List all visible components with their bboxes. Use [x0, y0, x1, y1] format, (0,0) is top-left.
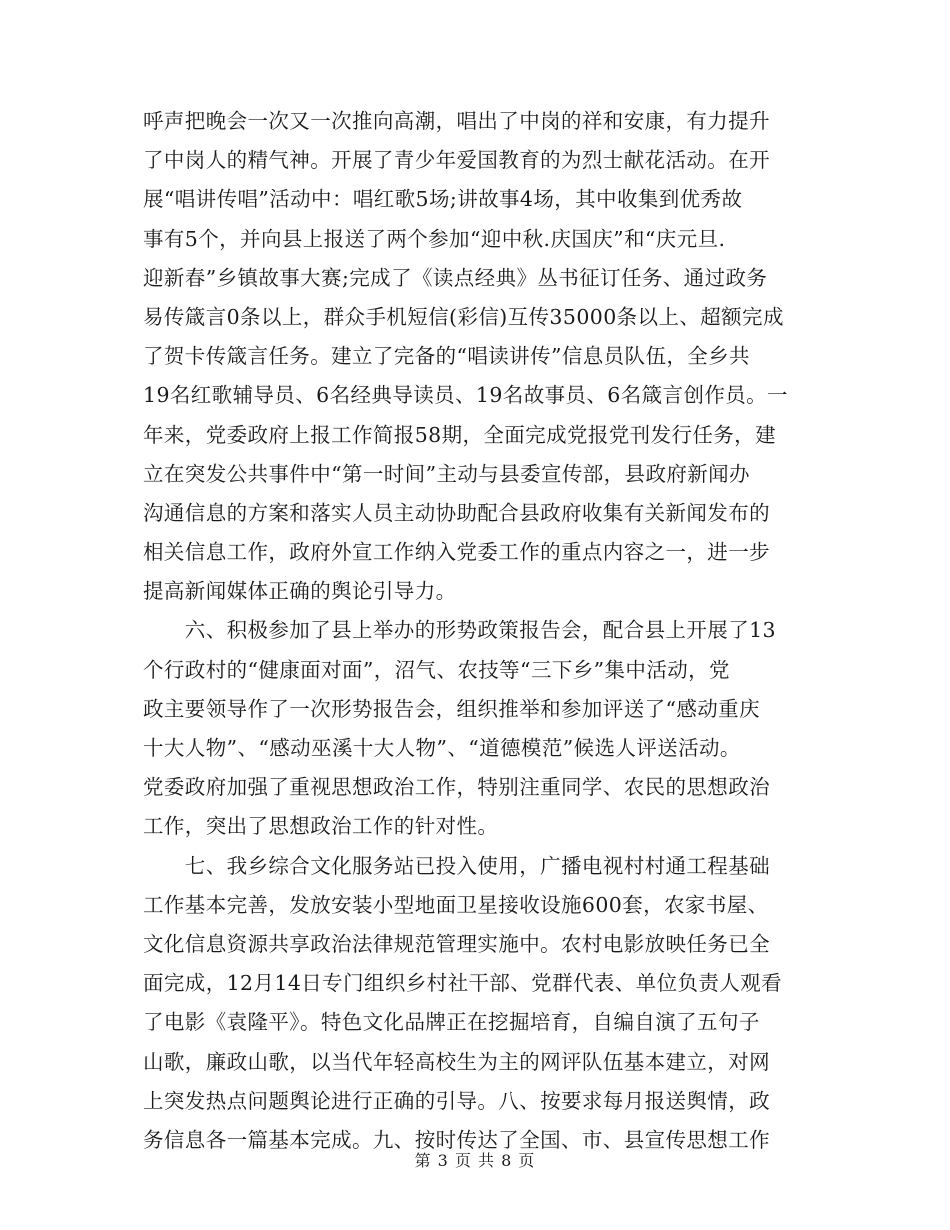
text-line: 易传箴言0条以上，群众手机短信(彩信)互传35000条以上、超额完成 — [143, 304, 784, 329]
text-line: 文化信息资源共享政治法律规范管理实施中。农村电影放映任务已全 — [143, 931, 770, 956]
text-line: 六、积极参加了县上举办的形势政策报告会，配合县上开展了13 — [143, 618, 776, 643]
text-line: 相关信息工作，政府外宣工作纳入党委工作的重点内容之一，进一步 — [143, 540, 770, 565]
text-line: 展“唱讲传唱”活动中：唱红歌5场;讲故事4场，其中收集到优秀故 — [143, 187, 743, 212]
text-line: 党委政府加强了重视思想政治工作，特别注重同学、农民的思想政治 — [143, 775, 770, 800]
text-line: 迎新春”乡镇故事大赛;完成了《读点经典》丛书征订任务、通过政务 — [143, 265, 768, 290]
text-line: 山歌，廉政山歌，以当代年轻高校生为主的网评队伍基本建立，对网 — [143, 1049, 770, 1074]
text-line: 沟通信息的方案和落实人员主动协助配合县政府收集有关新闻发布的 — [143, 500, 770, 525]
page-footer: 第 3 页 共 8 页 — [414, 1151, 536, 1170]
text-line: 呼声把晚会一次又一次推向高潮，唱出了中岗的祥和安康，有力提升 — [143, 109, 770, 133]
text-line: 了中岗人的精气神。开展了青少年爱国教育的为烈士献花活动。在开 — [143, 148, 770, 173]
text-line: 务信息各一篇基本完成。九、按时传达了全国、市、县宣传思想工作 — [143, 1127, 770, 1152]
text-line: 年来，党委政府上报工作简报58期，全面完成党报党刊发行任务，建 — [143, 422, 776, 447]
text-line: 十大人物”、“感动巫溪十大人物”、“道德模范”候选人评送活动。 — [143, 736, 741, 760]
text-line: 立在突发公共事件中“第一时间”主动与县委宣传部，县政府新闻办 — [143, 461, 750, 486]
text-line: 政主要领导作了一次形势报告会，组织推举和参加评送了“感动重庆 — [143, 696, 760, 721]
text-line: 七、我乡综合文化服务站已投入使用，广播电视村村通工程基础 — [143, 853, 770, 878]
text-line: 工作基本完善，发放安装小型地面卫星接收设施600套，农家书屋、 — [143, 892, 769, 917]
text-line: 面完成，12月14日专门组织乡村社干部、党群代表、单位负责人观看 — [143, 971, 782, 996]
text-line: 19名红歌辅导员、6名经典导读员、19名故事员、6名箴言创作员。一 — [143, 383, 788, 408]
text-line: 了贺卡传箴言任务。建立了完备的“唱读讲传”信息员队伍，全乡共 — [143, 344, 750, 369]
text-line: 事有5个，并向县上报送了两个参加“迎中秋.庆国庆”和“庆元旦. — [143, 226, 726, 251]
text-line: 提高新闻媒体正确的舆论引导力。 — [143, 579, 457, 604]
text-line: 个行政村的“健康面对面”，沼气、农技等“三下乡”集中活动，党 — [143, 657, 730, 682]
text-line: 上突发热点问题舆论进行正确的引导。八、按要求每月报送舆情，政 — [143, 1088, 770, 1113]
text-line: 工作，突出了思想政治工作的针对性。 — [143, 814, 499, 839]
body-text — [143, 102, 813, 1160]
text-line: 了电影《袁隆平》。特色文化品牌正在挖掘培育，自编自演了五句子 — [143, 1010, 760, 1035]
